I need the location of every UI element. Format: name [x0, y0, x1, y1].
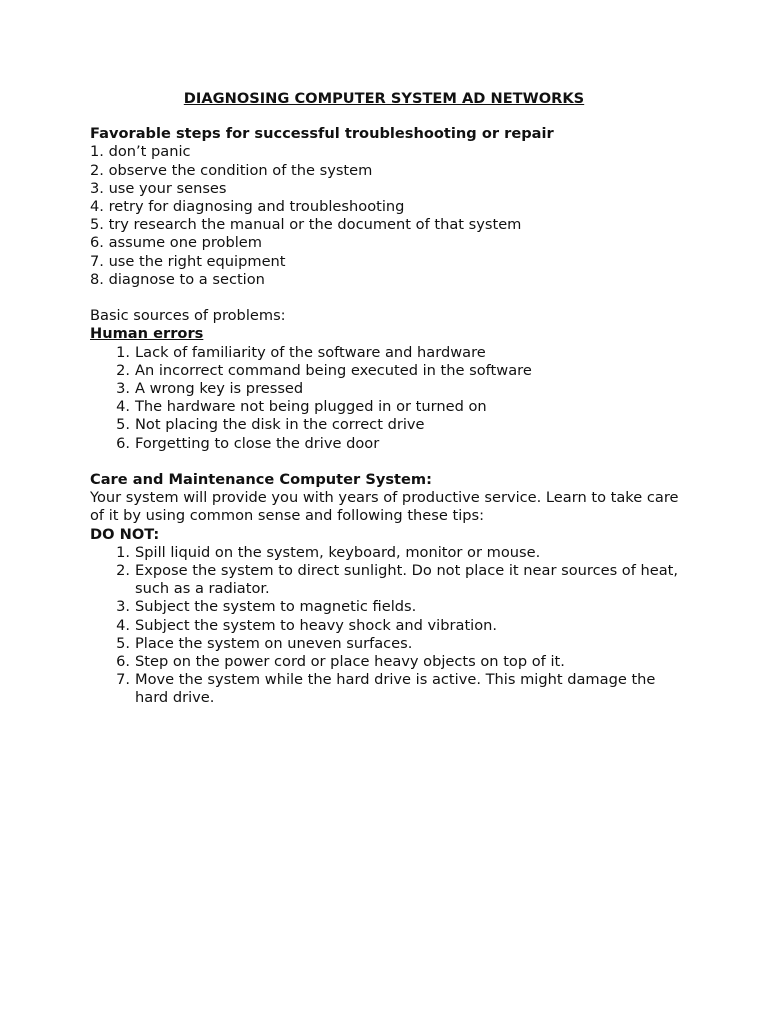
- human-errors-list: [90, 344, 690, 453]
- item-text: Lack of familiarity of the software and hardware: [135, 343, 486, 361]
- sources-intro: Basic sources of problems:: [90, 307, 286, 325]
- item-number: 6 .: [112, 435, 130, 453]
- step-item: 8. diagnose to a section: [90, 270, 265, 288]
- list-item: [90, 617, 690, 635]
- item-number: 4 .: [112, 398, 130, 416]
- step-item: 3. use your senses: [90, 179, 227, 197]
- document-page: [90, 90, 690, 708]
- item-text: Subject the system to magnetic fields.: [135, 598, 417, 616]
- care-paragraph: Your system will provide you with years of productive service. Learn to take care of it by using common sense and following these tips:: [90, 489, 679, 525]
- item-number: 6 .: [112, 653, 130, 671]
- item-text: Not placing the disk in the correct drive: [135, 416, 425, 434]
- item-number: 3 .: [112, 380, 130, 398]
- step-item: 2. observe the condition of the system: [90, 161, 373, 179]
- item-text: An incorrect command being executed in the software: [135, 361, 532, 379]
- item-text: Subject the system to heavy shock and vibration.: [135, 616, 498, 634]
- item-text: Step on the power cord or place heavy objects on top of it.: [135, 653, 565, 671]
- list-item: [90, 544, 690, 562]
- step-item: 4. retry for diagnosing and troubleshooting: [90, 198, 405, 216]
- item-text: Expose the system to direct sunlight. Do not place it near sources of heat, such as a radiator.: [135, 562, 679, 598]
- list-item: [90, 562, 690, 598]
- list-item: [90, 344, 690, 362]
- item-number: 7 .: [112, 671, 130, 689]
- do-not-list: [90, 544, 690, 708]
- document-title: DIAGNOSING COMPUTER SYSTEM AD NETWORKS: [183, 90, 585, 107]
- step-item: 7. use the right equipment: [90, 252, 286, 270]
- item-number: 5 .: [112, 635, 130, 653]
- item-text: A wrong key is pressed: [135, 380, 304, 398]
- list-item: [90, 598, 690, 616]
- list-item: [90, 435, 690, 453]
- steps-heading: Favorable steps for successful troubleshooting or repair: [90, 125, 554, 143]
- item-number: 2 .: [112, 362, 130, 380]
- list-item: [90, 671, 690, 707]
- item-number: 1 .: [112, 344, 130, 362]
- spacer: [90, 289, 690, 307]
- item-number: 1 .: [112, 544, 130, 562]
- item-number: 4 .: [112, 617, 130, 635]
- list-item: [90, 380, 690, 398]
- item-text: Forgetting to close the drive door: [135, 434, 380, 452]
- steps-list: [90, 143, 690, 289]
- list-item: [90, 398, 690, 416]
- step-item: 5. try research the manual or the document of that system: [90, 216, 522, 234]
- item-text: Spill liquid on the system, keyboard, monitor or mouse.: [135, 543, 541, 561]
- list-item: [90, 653, 690, 671]
- item-text: Move the system while the hard drive is active. This might damage the hard drive.: [135, 671, 656, 707]
- spacer: [90, 453, 690, 471]
- item-number: 5 .: [112, 416, 130, 434]
- item-text: Place the system on uneven surfaces.: [135, 634, 413, 652]
- item-number: 3 .: [112, 598, 130, 616]
- care-heading: Care and Maintenance Computer System:: [90, 471, 432, 489]
- step-item: 1. don’t panic: [90, 143, 191, 161]
- human-errors-heading: Human errors: [90, 325, 204, 343]
- step-item: 6. assume one problem: [90, 234, 262, 252]
- item-text: The hardware not being plugged in or turned on: [135, 398, 487, 416]
- do-not-label: DO NOT:: [90, 525, 160, 543]
- item-number: 2 .: [112, 562, 130, 580]
- list-item: [90, 362, 690, 380]
- list-item: [90, 416, 690, 434]
- list-item: [90, 635, 690, 653]
